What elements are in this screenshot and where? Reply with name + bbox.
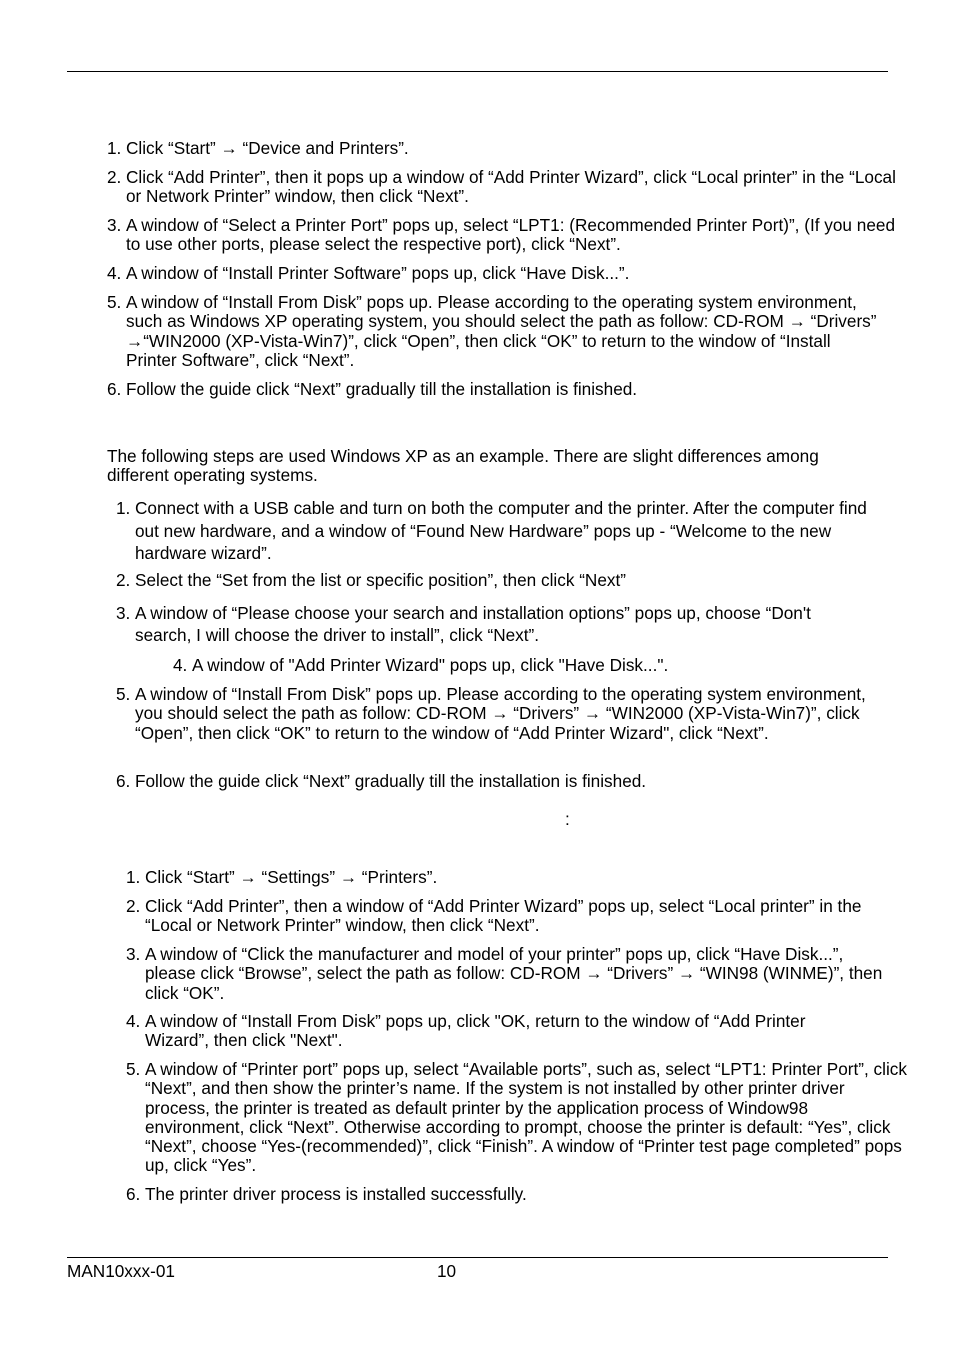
list-item bbox=[126, 1185, 905, 1204]
list-item bbox=[126, 897, 865, 936]
list-text: A window of “Install From Disk” pops up. Please according to the operating system environment, you should select the path as follow: CD-ROM → “Drivers” → “WIN2000 (XP-Vista-Win7)”, click “Open”, then click “OK” to return to the window of “Add Printer Wizard", click “Next”. bbox=[135, 684, 866, 743]
list-item bbox=[107, 139, 906, 158]
list-number: 3. bbox=[126, 944, 141, 964]
list-number: 1. bbox=[116, 498, 131, 518]
list-text: A window of “Printer port” pops up, select “Available ports”, such as, select “LPT1: Printer Port”, click “Next”, and then show the printer’s name. If the system is not installed by other printer driver process, the printer is treated as default printer by the application process of Window98 environment, click “Next”. Otherwise according to prompt, choose the printer is default: “Yes”, click “Next”, choose “Yes-(recommended)”, click “Finish”. A window of “Printer test page completed” pops up, click “Yes”. bbox=[145, 1059, 907, 1176]
list-text: A window of “Install From Disk” pops up. Please according to the operating system environment, such as Windows XP operating system, you should select the path as follow: CD-ROM → “Drivers” →“WIN2000 (XP-Vista-Win7)”, click “Open”, then click “OK” to return to the window of “Install Printer Software”, click “Next”. bbox=[126, 292, 877, 370]
list-number: 4. bbox=[126, 1011, 141, 1031]
list-number: 6. bbox=[126, 1184, 141, 1204]
list-number: 2. bbox=[126, 896, 141, 916]
list-number: 3. bbox=[116, 603, 131, 623]
list-number: 5. bbox=[107, 292, 122, 312]
list-text: The printer driver process is installed successfully. bbox=[145, 1184, 527, 1204]
list-number: 1. bbox=[107, 138, 122, 158]
list-number: 4. bbox=[173, 655, 188, 675]
list-item bbox=[116, 497, 885, 565]
list-text: Click “Start” → “Device and Printers”. bbox=[126, 138, 409, 158]
list-text: Click “Add Printer”, then it pops up a window of “Add Printer Wizard”, click “Local printer” in the “Local or Network Printer” window, then click “Next”. bbox=[126, 167, 896, 207]
footer-rule bbox=[67, 1257, 888, 1258]
list-item bbox=[126, 1060, 907, 1176]
list-number: 2. bbox=[116, 570, 131, 590]
list-text: A window of “Click the manufacturer and model of your printer” pops up, click “Have Disk...”, please click “Browse”, select the path as follow: CD-ROM → “Drivers” → “WIN98 (WINME)”, then click “OK”. bbox=[145, 944, 883, 1003]
list-text: Follow the guide click “Next” gradually till the installation is finished. bbox=[126, 379, 638, 399]
list-item bbox=[173, 656, 892, 675]
footer-page-number: 10 bbox=[437, 1261, 457, 1281]
list-text: A window of "Add Printer Wizard" pops up, click "Have Disk...". bbox=[192, 655, 669, 675]
list-item bbox=[107, 168, 906, 207]
list-text: A window of “Install From Disk” pops up, click "OK, return to the window of “Add Printer Wizard”, then click "Next". bbox=[145, 1011, 806, 1051]
list-item bbox=[126, 868, 905, 887]
header-rule bbox=[67, 71, 888, 72]
list-number: 1. bbox=[126, 867, 141, 887]
heading-colon: : bbox=[565, 809, 570, 829]
list-text: A window of “Install Printer Software” pops up, click “Have Disk...”. bbox=[126, 263, 630, 283]
list-text: A window of “Please choose your search and installation options” pops up, choose “Don't search, I will choose the driver to install”, click “Next”. bbox=[135, 603, 811, 645]
list-number: 2. bbox=[107, 167, 122, 187]
list-number: 6. bbox=[116, 771, 131, 791]
list-text: Select the “Set from the list or specific position”, then click “Next” bbox=[135, 570, 626, 590]
list-number: 6. bbox=[107, 379, 122, 399]
list-text: Follow the guide click “Next” gradually till the installation is finished. bbox=[135, 771, 647, 791]
list-item bbox=[107, 216, 906, 255]
list-text: A window of “Select a Printer Port” pops up, select “LPT1: (Recommended Printer Port)”, (If you need to use other ports, please select the respective port), click “Next”. bbox=[126, 215, 895, 255]
list-item bbox=[107, 380, 906, 399]
list-number: 4. bbox=[107, 263, 122, 283]
footer-doc-id: MAN10xxx-01 bbox=[67, 1261, 175, 1281]
list-item bbox=[126, 945, 890, 1003]
list-number: 5. bbox=[116, 684, 131, 704]
list-text: Click “Start” → “Settings” → “Printers”. bbox=[145, 867, 438, 887]
list-item bbox=[116, 685, 885, 743]
section-intro: The following steps are used Windows XP as an example. There are slight differences among different operating systems. bbox=[107, 446, 819, 486]
list-item bbox=[126, 1012, 865, 1051]
list-text: Connect with a USB cable and turn on both the computer and the printer. After the computer find out new hardware, and a window of “Found New Hardware” pops up - “Welcome to the new hardware wizard”. bbox=[135, 498, 867, 563]
list-text: Click “Add Printer”, then a window of “Add Printer Wizard” pops up, select “Local printer” in the “Local or Network Printer” window, then click “Next”. bbox=[145, 896, 862, 936]
list-number: 5. bbox=[126, 1059, 141, 1079]
list-number: 3. bbox=[107, 215, 122, 235]
list-item bbox=[116, 772, 905, 791]
list-item bbox=[116, 602, 865, 646]
list-item bbox=[107, 264, 906, 283]
list-item bbox=[116, 571, 905, 590]
list-item bbox=[107, 293, 884, 370]
